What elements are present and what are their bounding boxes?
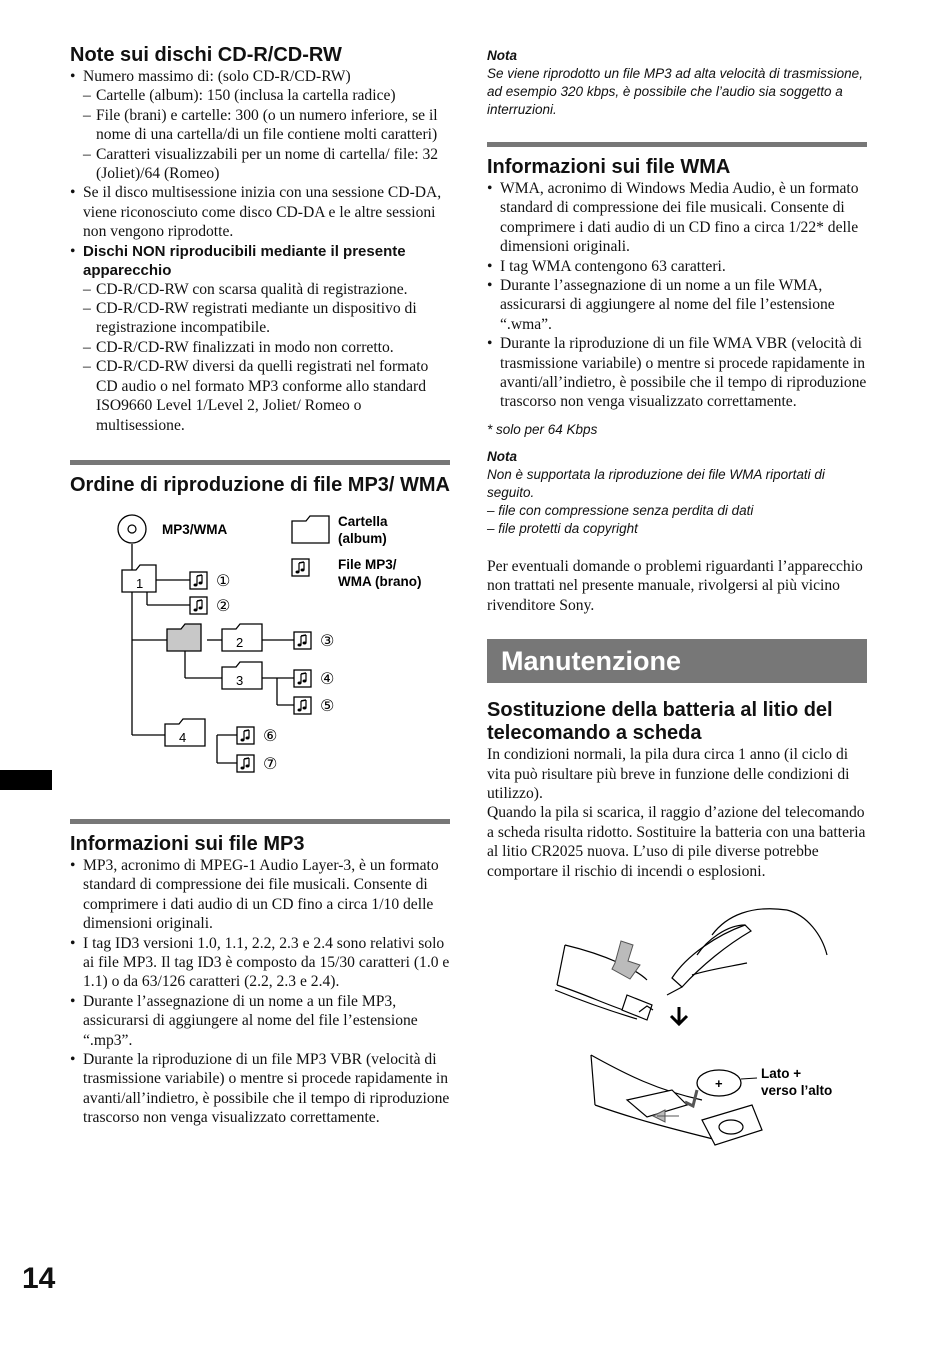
note-title: Nota [487, 48, 517, 63]
list-item: – CD-R/CD-RW registrati mediante un dispositivo di registrazione incompatibile. [83, 299, 450, 338]
folder-4-label: 4 [179, 729, 187, 745]
track-6-label: ⑥ [263, 725, 278, 745]
track-5-label: ⑤ [320, 695, 335, 715]
section-tab-marker [0, 770, 52, 790]
list-item: • MP3, acronimo di MPEG-1 Audio Layer-3, è un formato standard di compressione dei file musicali. Consente di comprimere i dati audio di un CD fino a circa 1/10 delle dimensioni originali. [70, 856, 450, 934]
legend-folder-icon [292, 516, 329, 543]
music-file-icon [294, 670, 311, 687]
note-mp3-bitrate [487, 47, 867, 119]
battery-side-label-1: Lato + [761, 1065, 802, 1081]
wma-footnote: * solo per 64 Kbps [487, 421, 598, 437]
legend-music-file-icon [292, 559, 309, 576]
list-item: • Durante l’assegnazione di un nome a un file MP3, assicurarsi di aggiungere al nome del file l’estensione “.mp3”. [70, 992, 450, 1050]
cd-notes-section [70, 44, 450, 435]
coin-battery-icon [697, 1070, 741, 1096]
music-file-icon [294, 697, 311, 714]
root-label: MP3/WMA [162, 521, 228, 537]
list-item: • Durante la riproduzione di un file WMA VBR (velocità di trasmissione variabile) o mentre si procede rapidamente in avanti/all’indietro, è possibile che il tempo di riproduzione trascorso non venga visualizzato correttamente. [487, 334, 867, 412]
list-item: • I tag ID3 versioni 1.0, 1.1, 2.2, 2.3 e 2.4 sono relativi solo ai file MP3. Il tag ID3 è composto da 15/30 caratteri (1.0 e 1.1) o da 63/126 caratteri (2.2, 2.3 e 2.4). [70, 934, 450, 992]
folder-icon [222, 662, 262, 689]
mp3-info-title: Informazioni sui file MP3 [70, 832, 305, 855]
arrow-down-icon [671, 1007, 687, 1024]
folder-1-label: 1 [136, 575, 144, 591]
battery-paragraph-1: In condizioni normali, la pila dura circa 1 anno (il ciclo di vita può risultare più breve in funzione delle condizioni di utilizzo). [487, 746, 850, 802]
list-item [70, 242, 450, 435]
right-column [487, 47, 867, 1165]
note-title: Nota [487, 448, 517, 464]
folder-2-label: 2 [236, 634, 244, 650]
folder-icon [122, 565, 156, 592]
list-item: • I tag WMA contengono 63 caratteri. [487, 257, 867, 276]
battery-side-label-2: verso l’alto [761, 1082, 833, 1098]
legend-file-label-2: WMA (brano) [338, 573, 422, 589]
list-item: • WMA, acronimo di Windows Media Audio, è un formato standard di compressione dei file musicali. Consente di comprimere i dati audio di un CD fino a circa 1/22* delle dimensioni originali. [487, 179, 867, 257]
track-3-label: ③ [320, 630, 335, 650]
track-4-label: ④ [320, 668, 335, 688]
list-item: • Durante la riproduzione di un file MP3 VBR (velocità di trasmissione variabile) o mentre si procede rapidamente in avanti/all’indietro, è possibile che il tempo di riproduzione trascorso non venga visualizzato correttamente. [70, 1050, 450, 1128]
play-order-title: Ordine di riproduzione di file MP3/ WMA [70, 473, 450, 496]
music-file-icon [294, 632, 311, 649]
note-text: Se viene riprodotto un file MP3 ad alta velocità di trasmissione, ad esempio 320 kbps, è possibile che l’audio sia soggetto a interruzioni. [487, 66, 863, 117]
list-item: – File (brani) e cartelle: 300 (o un numero inferiore, se il nome di una cartella/di un file contiene molti caratteri) [83, 106, 450, 145]
list-item: – CD-R/CD-RW con scarsa qualità di registrazione. [83, 280, 450, 299]
wma-info-section [487, 142, 867, 439]
note-text: – file con compressione senza perdita di dati [487, 502, 754, 518]
legend-folder-label-2: (album) [338, 530, 387, 546]
unplayable-sublist [83, 280, 450, 435]
mp3-info-list [70, 856, 450, 1128]
music-file-icon [237, 727, 254, 744]
max-number-text: Numero massimo di: (solo CD-R/CD-RW) [83, 68, 351, 85]
battery-section [487, 699, 867, 881]
svg-text:+: + [715, 1075, 723, 1091]
list-item: – Cartelle (album): 150 (inclusa la cartella radice) [83, 86, 450, 105]
list-item: • Se il disco multisessione inizia con una sessione CD-DA, viene riconosciuto come disco CD-DA e le altre sessioni non vengono riprodotte. [70, 183, 450, 241]
unplayable-heading: • Dischi NON riproducibili mediante il presente apparecchio [83, 242, 406, 279]
mp3-info-section [70, 819, 450, 1128]
track-2-label: ② [216, 595, 231, 615]
contact-text: Per eventuali domande o problemi riguardanti l’apparecchio non trattati nel presente manuale, rivolgersi al più vicino rivenditore Sony. [487, 557, 863, 614]
music-file-icon [190, 597, 207, 614]
legend-folder-label-1: Cartella [338, 513, 388, 529]
note-text: – file protetti da copyright [487, 520, 638, 536]
left-column [70, 44, 450, 1128]
play-order-section [70, 460, 450, 795]
list-item: – CD-R/CD-RW diversi da quelli registrati nel formato CD audio o nel formato MP3 conforme allo standard ISO9660 Level 1/Level 2, Joliet/ Romeo o multisessione. [83, 357, 450, 435]
list-item: • Durante l’assegnazione di un nome a un file WMA, assicurarsi di aggiungere al nome del file l’estensione “.wma”. [487, 276, 867, 334]
folder-3-label: 3 [236, 672, 244, 688]
maintenance-banner: Manutenzione [487, 639, 867, 683]
cd-notes-list [70, 67, 450, 435]
note-wma-unsupported [487, 448, 867, 538]
folder-icon [165, 719, 205, 746]
battery-replacement-illustration [487, 895, 867, 1165]
legend-file-label-1: File MP3/ [338, 556, 397, 572]
note-text: Non è supportata la riproduzione dei file WMA riportati di seguito. [487, 466, 825, 500]
wma-info-list [487, 179, 867, 412]
battery-title: Sostituzione della batteria al litio del telecomando a scheda [487, 699, 833, 745]
music-file-icon [190, 572, 207, 589]
folder-icon [222, 624, 262, 651]
page-number: 14 [22, 1262, 56, 1295]
list-item: – CD-R/CD-RW finalizzati in modo non corretto. [83, 338, 450, 357]
play-order-diagram [70, 505, 450, 795]
cd-notes-title: Note sui dischi CD-R/CD-RW [70, 44, 342, 66]
track-1-label: ① [216, 570, 231, 590]
disc-icon [118, 515, 146, 543]
battery-paragraph-2: Quando la pila si scarica, il raggio d’azione del telecomando a scheda risulta ridotto. Sostituire la batteria con una batteria al litio CR2025 nuova. L’uso di pile diverse potrebbe comportare il rischio di incendi o esplosioni. [487, 804, 866, 880]
max-number-sublist [83, 86, 450, 183]
music-file-icon [237, 755, 254, 772]
wma-info-title: Informazioni sui file WMA [487, 156, 731, 178]
folder-icon [167, 624, 201, 651]
list-item [70, 67, 450, 183]
list-item: – Caratteri visualizzabili per un nome di cartella/ file: 32 (Joliet)/64 (Romeo) [83, 145, 450, 184]
track-7-label: ⑦ [263, 753, 278, 773]
